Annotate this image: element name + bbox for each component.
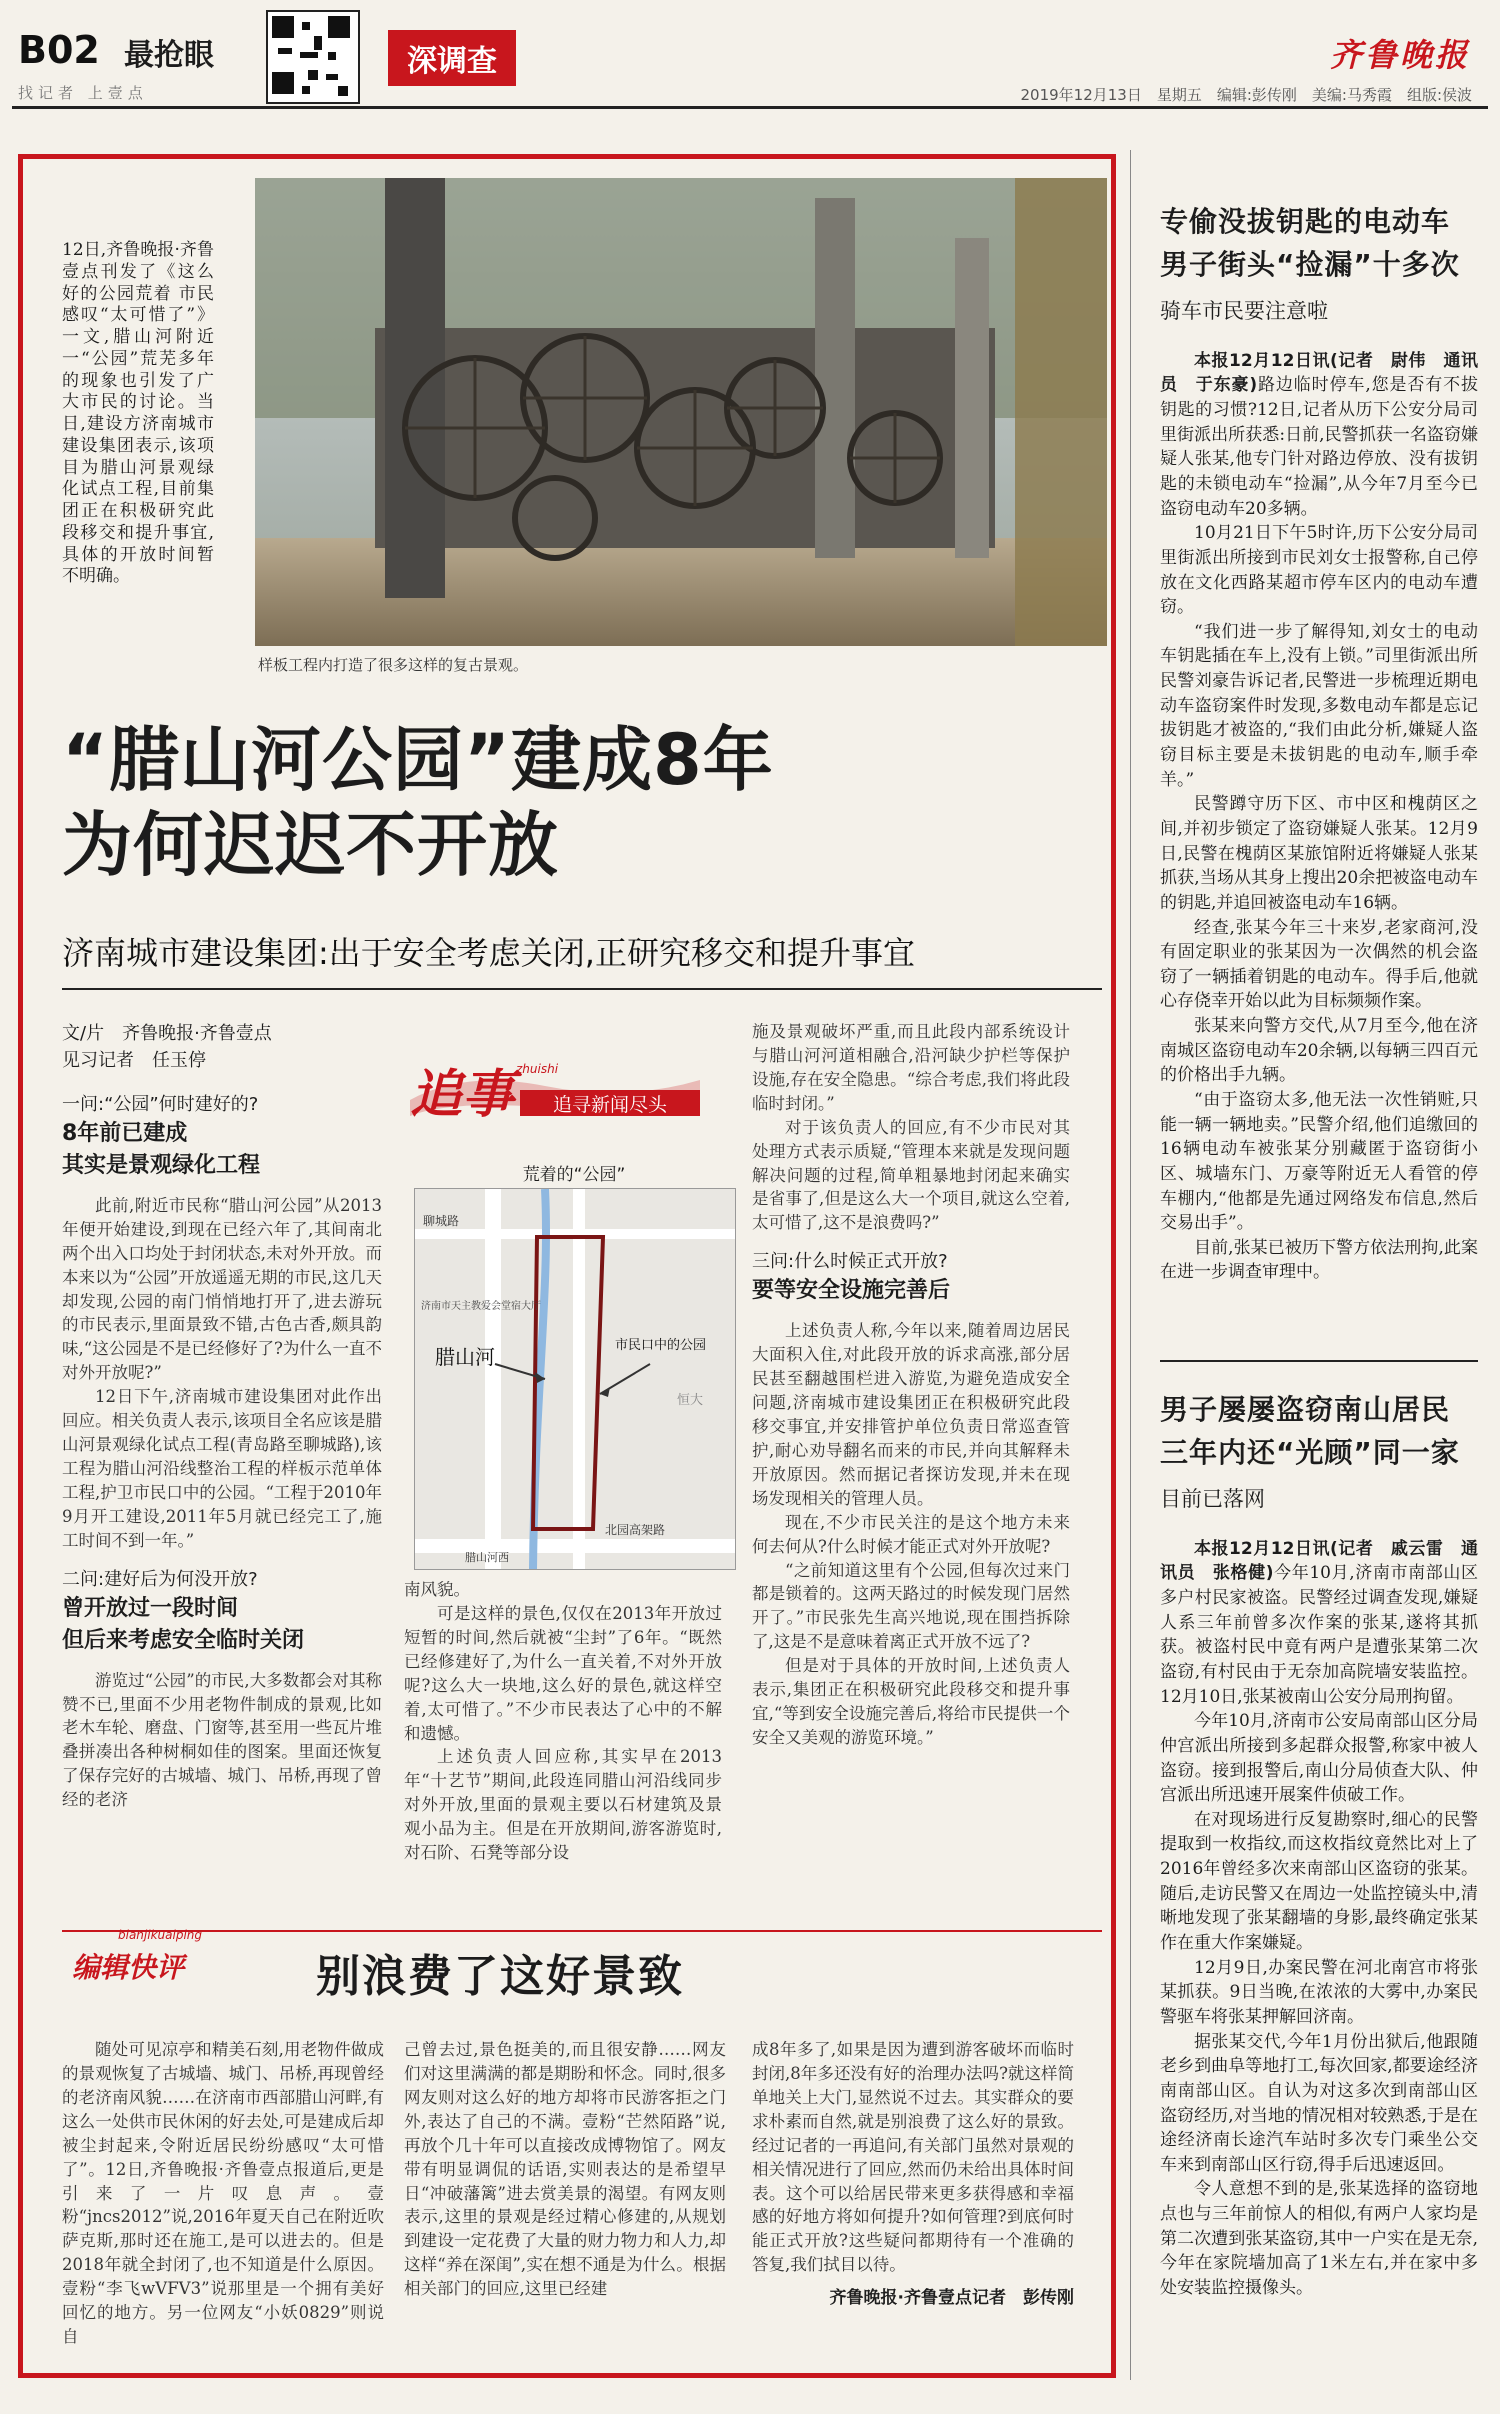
q1-answer-2: 其实是景观绿化工程 xyxy=(62,1152,261,1178)
zhuishi-pinyin: zhuishi xyxy=(516,1062,559,1076)
editorial-logo: 编辑快评 xyxy=(72,1951,185,1984)
map-label-church: 济南市天主教爱会堂宿大厅 xyxy=(421,1301,541,1312)
right-divider xyxy=(1160,1360,1478,1362)
zhuishi-tagline: 追寻新闻尽头 xyxy=(520,1090,700,1116)
q2-answer-1: 曾开放过一段时间 xyxy=(62,1595,239,1621)
right1-paragraph: 10月21日下午5时许,历下公安分局司里街派出所接到市民刘女士报警称,自己停放在文化西路某超市停车区内的电动车遭窃。 xyxy=(1160,523,1478,618)
intro-text: 12日,齐鲁晚报·齐鲁壹点刊发了《这么好的公园荒着 市民感叹“太可惜了”》一文,腊山河附近一“公园”荒芜多年的现象也引发了广大市民的讨论。当日,建设方济南城市建设集团表示,该项目为腊山河景观绿化试点工程,目前集团正在积极研究此段移交和提升事宜,具体的开放时间暂不明确。 xyxy=(62,240,214,587)
right-article-2 xyxy=(1160,1388,1478,2301)
editorial-column-1 xyxy=(62,2038,384,2349)
right1-paragraph: 张某来向警方交代,从7月至今,他在济南城区盗窃电动车20余辆,以每辆三四百元的价格出手九辆。 xyxy=(1160,1016,1478,1086)
article-column-3 xyxy=(752,1020,1070,1750)
right2-paragraph: 今年10月,济南市南部山区多户村民家被盗。民警经过调查发现,嫌疑人系三年前曾多次作案的张某,遂将其抓获。被盗村民中竟有两户是遭张某第二次盗窃,有村民由于无奈加高院墙安装监控。12月10日,张某被南山公安分局刑拘留。 xyxy=(1160,1563,1478,1707)
editorial-column-3 xyxy=(752,2038,1074,2308)
map-label-liaocheng: 聊城路 xyxy=(423,1214,460,1228)
column-divider xyxy=(1130,150,1131,2380)
q1-answer-1: 8年前已建成 xyxy=(62,1121,188,1147)
page-number: B02 xyxy=(18,28,100,72)
subhead-rule xyxy=(62,988,1102,990)
map-label-lashanhe: 腊山河 xyxy=(435,1345,495,1369)
location-map xyxy=(414,1188,736,1570)
right2-paragraph: 在对现场进行反复勘察时,细心的民警提取到一枚指纹,而这枚指纹竟然比对上了2016年曾经多次来南部山区盗窃的张某。随后,走访民警又在周边一处监控镜头中,清晰地发现了张某翻墙的身影,最终确定张某作在重大作案嫌疑。 xyxy=(1160,1809,1478,1954)
col3-paragraph: “之前知道这里有个公园,但每次过来门都是锁着的。这两天路过的时候发现门居然开了。”市民张先生高兴地说,现在围挡拆除了,这是不是意味着离正式开放不远了? xyxy=(752,1560,1070,1652)
map-label-park: 市民口中的公园 xyxy=(615,1338,707,1353)
right-article-1 xyxy=(1160,200,1478,1285)
q1-question: 一问:“公园”何时建好的? xyxy=(62,1094,259,1115)
q1-paragraph: 12日下午,济南城市建设集团对此作出回应。相关负责人表示,该项目全名应该是腊山河景观绿化试点工程(青岛路至聊城路),该工程为腊山河沿线整治工程的样板示范单体工程,护卫市民口中的公园。“工程于2010年9月开工建设,2011年5月就已经完工了,施工时间不到一年。” xyxy=(62,1387,382,1550)
right2-paragraph: 据张某交代,今年1月份出狱后,他跟随老乡到曲阜等地打工,每次回家,都要途经济南南部山区。自认为对这多次到南部山区盗窃经历,对当地的情况相对较熟悉,于是在途经济南长途汽车站时多次专门乘坐公交车来到南部山区行窃,得手后迅速返回。 xyxy=(1160,2031,1478,2175)
map-label-bridge: 北园高架路 xyxy=(605,1523,666,1537)
article-column-2 xyxy=(404,1578,722,1865)
editorial-title: 别浪费了这好景致 xyxy=(316,1951,684,2002)
editorial-paragraph: 随处可见凉亭和精美石刻,用老物件做成的景观恢复了古城墙、城门、吊桥,再现曾经的老济南风貌……在济南市西部腊山河畔,有这么一处供市民休闲的好去处,可是建成后却被尘封起来,令附近居民纷纷感叹“太可惜了”。12日,齐鲁晚报·齐鲁壹点报道后,更是引来了一片叹息声。壹粉“jncs2012”说,2016年夏天自己在附近吹萨克斯,那时还在施工,是可以进去的。但是2018年就全封闭了,也不知道是什么原因。壹粉“李飞wVFV3”说那里是一个拥有美好回忆的地方。另一位网友“小妖0829”则说自 xyxy=(62,2040,384,2347)
right2-paragraph: 12月9日,办案民警在河北南宫市将张某抓获。9日当晚,在浓浓的大雾中,办案民警驱车将张某押解回济南。 xyxy=(1160,1957,1478,2027)
editorial-signature: 齐鲁晚报·齐鲁壹点记者 彭传刚 xyxy=(829,2288,1074,2309)
col2-paragraph: 南风貌。 xyxy=(404,1580,470,1599)
headline-line-1: “腊山河公园”建成8年 xyxy=(62,719,774,801)
editorial-paragraph: 己曾去过,景色挺美的,而且很安静……网友们对这里满满的都是期盼和怀念。同时,很多网友则对这么好的地方却将市民游客拒之门外,表达了自己的不满。壹粉“芒然陌路”说,再放个几十年可以直接改成博物馆了。网友带有明显调侃的话语,实则表达的是希望早日“冲破藩篱”进去赏美景的渴望。有网友则表示,这里的景观是经过精心修建的,从规划到建设一定花费了大量的财力物力和人力,却这样“养在深闺”,实在想不通是为什么。根据相关部门的回应,这里已经建 xyxy=(404,2040,726,2299)
col3-paragraph: 但是对于具体的开放时间,上述负责人表示,集团正在积极研究此段移交和提升事宜,“等到安全设施完善后,将给市民提供一个安全又美观的游览环境。” xyxy=(752,1656,1070,1747)
right2-title-line-2: 三年内还“光顾”同一家 xyxy=(1160,1436,1460,1470)
header-rule xyxy=(12,106,1488,109)
col2-paragraph: 可是这样的景色,仅仅在2013年开放过短暂的时间,然后就被“尘封”了6年。“既然已经修建好了,为什么一直关着,不对外开放呢?这么大一块地,这么好的景色,就这样空着,太可惜了。”不少市民表达了心中的不解和遗憾。 xyxy=(404,1603,722,1743)
header-tagline: 找记者 上壹点 xyxy=(18,84,148,102)
right2-paragraph: 今年10月,济南市公安局南部山区分局仲宫派出所接到多起群众报警,称家中被人盗窃。接到报警后,南山分局侦查大队、仲宫派出所迅速开展案件侦破工作。 xyxy=(1160,1711,1478,1806)
map-label-west: 腊山河西 xyxy=(465,1551,509,1564)
col3-paragraph: 施及景观破坏严重,而且此段内部系统设计与腊山河河道相融合,沿河缺少护栏等保护设施,存在安全隐患。“综合考虑,我们将此段临时封闭。” xyxy=(752,1022,1070,1113)
page-section: 最抢眼 xyxy=(124,38,214,73)
article-column-1 xyxy=(62,1020,382,1812)
byline-line-1: 文/片 齐鲁晚报·齐鲁壹点 xyxy=(62,1023,272,1044)
qr-code-icon xyxy=(266,10,360,104)
col3-paragraph: 上述负责人称,今年以来,随着周边居民大面积入住,对此段开放的诉求高涨,部分居民甚至翻越围栏进入游览,为避免造成安全问题,济南城市建设集团正在积极研究此段移交事宜,并安排管护单位负责日常巡查管护,耐心劝导翻名而来的市民,并向其解释未开放原因。然而据记者探访发现,并未在现场发现相关的管理人员。 xyxy=(752,1321,1070,1508)
right2-title-line-1: 男子屡屡盗窃南山居民 xyxy=(1160,1393,1451,1426)
map-label-hengda: 恒大 xyxy=(677,1393,704,1408)
right1-paragraph: “我们进一步了解得知,刘女士的电动车钥匙插在车上,没有上锁。”司里街派出所民警刘豪告诉记者,民警进一步梳理近期电动车盗窃案件时发现,多数电动车都是忘记拔钥匙才被盗的,“我们由此分析,嫌疑人盗窃目标主要是未拔钥匙的电动车,顺手牵羊。” xyxy=(1160,621,1478,790)
map-title: 荒着的“公园” xyxy=(522,1165,626,1185)
q1-paragraph: 此前,附近市民称“腊山河公园”从2013年便开始建设,到现在已经六年了,其间南北两个出入口均处于封闭状态,未对外开放。而本来以为“公园”开放遥遥无期的市民,这几天却发现,公园的南门悄悄地打开了,进去游玩的市民表示,里面景致不错,古色古香,颇具韵味,“这公园是不是已经修好了?为什么一直不对外开放呢?” xyxy=(62,1195,382,1383)
headline xyxy=(62,718,774,889)
col3-paragraph: 现在,不少市民关注的是这个地方未来何去何从?什么时候才能正式对外开放呢? xyxy=(752,1512,1070,1556)
editorial-paragraph: 成8年多了,如果是因为遭到游客破坏而临时封闭,8年多还没有好的治理办法吗?就这样简单地关上大门,显然说不过去。其实群众的要求朴素而自然,就是别浪费了这么好的景致。经过记者的一再追问,有关部门虽然对景观的相关情况进行了回应,然而仍未给出具体时间表。这个可以给居民带来更多获得感和幸福感的好地方将如何提升?如何管理?到底何时能正式开放?这些疑问都期待有一个准确的答复,我们拭目以待。 xyxy=(752,2040,1074,2275)
zhuishi-logo: 追事 xyxy=(410,1064,515,1125)
right1-title-line-1: 专偷没拔钥匙的电动车 xyxy=(1160,205,1451,238)
subheadline: 济南城市建设集团:出于安全考虑关闭,正研究移交和提升事宜 xyxy=(62,934,915,972)
editorial-column-2 xyxy=(404,2038,726,2301)
editorial-rule xyxy=(62,1930,1102,1932)
col3-paragraph: 对于该负责人的回应,有不少市民对其处理方式表示质疑,“管理本来就是发现问题解决问题的过程,简单粗暴地封闭起来确实是省事了,但是这么大一个项目,就这么空着,太可惜了,这不是浪费吗?” xyxy=(752,1117,1070,1233)
right1-dateline: 本报12月12日讯(记者 尉伟 通讯员 于东豪) xyxy=(1160,350,1478,396)
photo-caption: 样板工程内打造了很多这样的复古景观。 xyxy=(258,656,529,674)
right1-subtitle: 骑车市民要注意啦 xyxy=(1160,298,1328,323)
right1-paragraph: “由于盗窃太多,他无法一次性销赃,只能一辆一辆地卖。”民警介绍,他们追缴回的16辆电动车被张某分别藏匿于盗窃街小区、城墙东门、万豪等附近无人看管的停车棚内,“他都是先通过网络发布信息,然后交易出手”。 xyxy=(1160,1090,1478,1234)
section-badge: 深调查 xyxy=(388,30,516,86)
headline-line-2: 为何迟迟不开放 xyxy=(62,804,559,887)
newspaper-logo: 齐鲁晚报 xyxy=(1330,36,1471,74)
right1-paragraph: 经查,张某今年三十来岁,老家商河,没有固定职业的张某因为一次偶然的机会盗窃了一辆插着钥匙的电动车。得手后,他就心存侥幸开始以此为目标频频作案。 xyxy=(1160,917,1478,1012)
right1-title-line-2: 男子街头“捡漏”十多次 xyxy=(1160,248,1460,282)
right2-dateline: 本报12月12日讯(记者 戚云雷 通讯员 张格健) xyxy=(1160,1538,1478,1584)
q2-paragraph: 游览过“公园”的市民,大多数都会对其称赞不已,里面不少用老物件制成的景观,比如老木车轮、磨盘、门窗等,甚至用一些瓦片堆叠拼凑出各种树桐如佳的图案。里面还恢复了保存完好的古城墙、城门、吊桥,再现了曾经的老济 xyxy=(62,1670,382,1810)
q2-answer-2: 但后来考虑安全临时关闭 xyxy=(62,1627,305,1653)
feature-photo xyxy=(255,178,1107,646)
editorial-logo-pinyin: bianjikuaiping xyxy=(118,1928,202,1942)
q2-question: 二问:建好后为何没开放? xyxy=(62,1568,258,1590)
col2-paragraph: 上述负责人回应称,其实早在2013年“十艺节”期间,此段连同腊山河沿线同步对外开放,里面的景观主要以石材建筑及景观小品为主。但是在开放期间,游客游览时,对石阶、石凳等部分设 xyxy=(404,1747,722,1863)
byline-line-2: 见习记者 任玉停 xyxy=(62,1050,206,1071)
right2-paragraph: 令人意想不到的是,张某选择的盗窃地点也与三年前惊人的相似,有两户人家均是第二次遭到张某盗窃,其中一户实在是无奈,今年在家院墙加高了1米左右,并在家中多处安装监控摄像头。 xyxy=(1160,2179,1478,2298)
right1-paragraph: 路边临时停车,您是否有不拔钥匙的习惯?12日,记者从历下公安分局司里街派出所获悉:日前,民警抓获一名盗窃嫌疑人张某,他专门针对路边停放、没有拔钥匙的未锁电动车“捡漏”,从今年7月至今已盗窃电动车20多辆。 xyxy=(1160,375,1478,519)
right1-paragraph: 目前,张某已被历下警方依法刑拘,此案在进一步调查审理中。 xyxy=(1160,1237,1478,1283)
right1-paragraph: 民警蹲守历下区、市中区和槐荫区之间,并初步锁定了盗窃嫌疑人张某。12月9日,民警在槐荫区某旅馆附近将嫌疑人张某抓获,当场从其身上搜出20余把被盗电动车的钥匙,并追回被盗电动车16辆。 xyxy=(1160,794,1478,913)
right2-subtitle: 目前已落网 xyxy=(1160,1486,1265,1511)
header-meta: 2019年12月13日 星期五 编辑:彭传刚 美编:马秀霞 组版:侯波 xyxy=(1020,86,1472,104)
q3-question: 三问:什么时候正式开放? xyxy=(752,1251,948,1273)
q3-answer-1: 要等安全设施完善后 xyxy=(752,1278,951,1304)
